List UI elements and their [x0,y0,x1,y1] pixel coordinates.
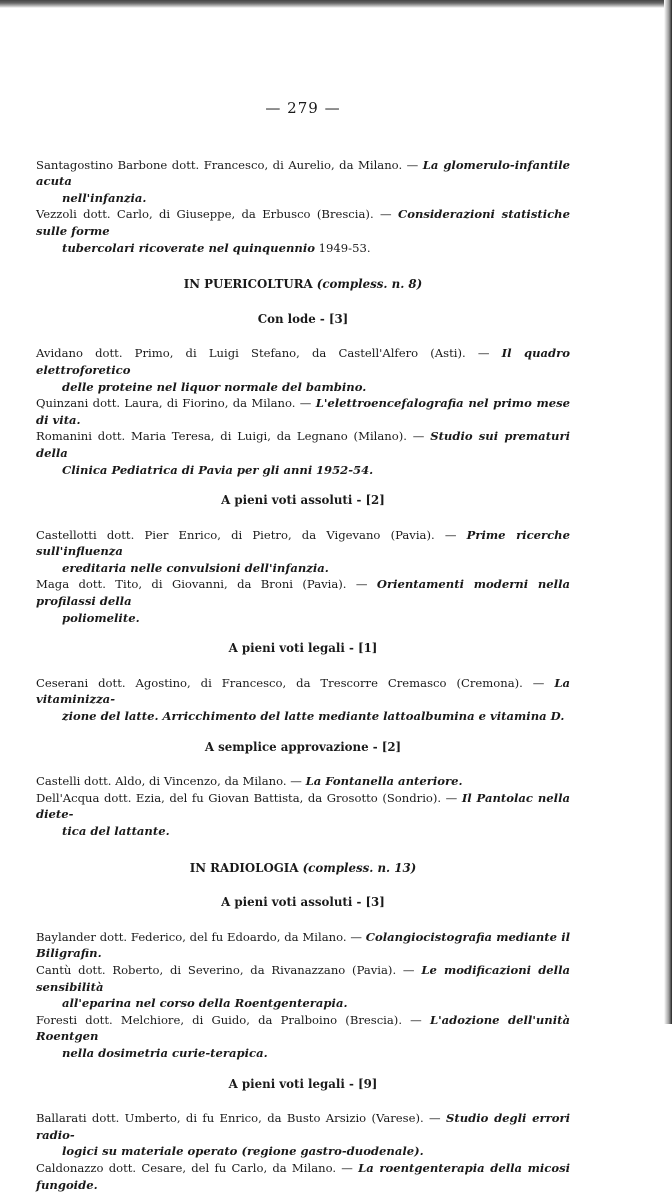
entry-author: Vezzoli dott. Carlo, di Giuseppe, da Erbusco (Brescia). — [36,207,392,222]
list-item [36,1160,570,1193]
subsection-heading-pieni-assoluti: A pieni voti assoluti - [2] [221,493,385,508]
list-item [36,206,570,256]
entry-title-continued: logici su materiale operato (regione gastro-duodenale). [62,1144,424,1159]
list-item [36,675,570,725]
entry-title: La vitaminizza- [36,675,571,707]
entry-years: 1949-53. [318,240,371,255]
list-item [36,773,570,790]
entry-author: Quinzani dott. Laura, di Fiorino, da Milano. — [36,396,312,411]
page-number: — 279 — [265,99,341,117]
entry-author: Santagostino Barbone dott. Francesco, di Aurelio, da Milano. — [36,157,419,172]
document-page [36,100,570,1193]
list-item [36,428,570,478]
list-item [36,1012,570,1062]
scan-border-right [664,0,672,1024]
entry-title-continued: poliomelite. [62,610,140,625]
entry-title: La roentgenterapia della micosi fungoide. [36,1160,570,1192]
entry-author: Castelli dott. Aldo, di Vincenzo, da Milano. — [36,774,302,789]
entry-title: Il quadro elettroforetico [36,346,570,377]
entry-author: Foresti dott. Melchiore, di Guido, da Pralboino (Brescia). — [36,1012,422,1027]
entry-title-continued: delle proteine nel liquor normale del bambino. [62,379,367,394]
section-heading-radiologia: IN RADIOLOGIA (compless. n. 13) [189,860,417,875]
entry-title: Studio sui prematuri della [36,429,570,460]
subsection-heading-con-lode: Con lode - [3] [257,311,349,326]
entry-author: Dell'Acqua dott. Ezia, del fu Giovan Battista, da Grosotto (Sondrio). — [36,790,458,805]
entry-author: Cantù dott. Roberto, di Severino, da Rivanazzano (Pavia). — [36,962,415,977]
entry-author: Romanini dott. Maria Teresa, di Luigi, da Legnano (Milano). — [36,429,425,444]
entry-author: Ceserani dott. Agostino, di Francesco, da Trescorre Cremasco (Cremona). — [36,675,545,690]
entry-title: Il Pantolac nella diete- [36,790,570,822]
entry-title-continued: tica del lattante. [62,824,170,838]
entry-title-continued: nella dosimetria curie-terapica. [62,1045,268,1060]
list-item [36,929,570,962]
entry-title: Orientamenti moderni nella profilassi della [36,577,570,609]
subsection-heading-pieni-legali: A pieni voti legali - [1] [228,641,378,656]
list-item [36,576,570,626]
entry-title: La Fontanella anteriore. [305,774,463,789]
subsection-heading-pieni-assoluti: A pieni voti assoluti - [3] [221,895,385,910]
entry-author: Maga dott. Tito, di Giovanni, da Broni (Pavia). — [36,577,368,592]
list-item [36,157,570,207]
entry-author: Castellotti dott. Pier Enrico, di Pietro, da Vigevano (Pavia). — [36,527,457,542]
entry-title-continued: all'eparina nel corso della Roentgenterapia. [62,996,348,1011]
list-item [36,790,570,840]
entry-title: Le modificazioni della sensibilità [36,962,570,994]
entry-title-continued: Clinica Pediatrica di Pavia per gli anni [62,462,313,477]
entry-title: Colangiocistografia mediante il Biligrafin. [36,929,571,961]
entry-title-continued: nell'infanzia. [62,190,147,205]
entry-author: Ballarati dott. Umberto, di fu Enrico, da Busto Arsizio (Varese). — [36,1111,441,1126]
entry-author: Caldonazzo dott. Cesare, del fu Carlo, da Milano. — [36,1160,353,1175]
list-item [36,527,570,577]
section-heading-puericoltura: IN PUERICOLTURA (compless. n. 8) [183,277,423,292]
list-item [36,345,570,395]
entry-author: Avidano dott. Primo, di Luigi Stefano, da Castell'Alfero (Asti). — [36,346,490,361]
entry-years: 1952-54. [315,462,374,477]
scan-border-top [0,0,672,8]
subsection-heading-semplice: A semplice approvazione - [2] [204,739,402,754]
entry-title: Considerazioni statistiche sulle forme [36,207,570,238]
entry-title: La glomerulo-infantile acuta [36,157,570,189]
entry-title: Studio degli errori radio- [36,1111,570,1142]
list-item [36,395,570,428]
list-item [36,962,570,1012]
section-count: (compless. n. 8) [316,277,423,292]
entry-title: Prime ricerche sull'influenza [36,527,570,559]
entry-title-continued: ereditaria nelle convulsioni dell'infanzia. [62,560,329,575]
entry-title-continued: tubercolari ricoverate nel quinquennio [62,240,315,255]
entry-author: Baylander dott. Federico, del fu Edoardo, da Milano. — [36,929,362,944]
subsection-heading-pieni-legali: A pieni voti legali - [9] [228,1076,378,1091]
section-count: (compless. n. 13) [302,860,417,875]
entry-title: L'adozione dell'unità Roentgen [36,1012,571,1044]
entry-title-continued: zione del latte. Arricchimento del latte mediante lattoalbumina e vitamina D. [62,709,565,724]
entry-title: L'elettroencefalografia nel primo mese di vita. [36,396,570,427]
list-item [36,1110,570,1160]
